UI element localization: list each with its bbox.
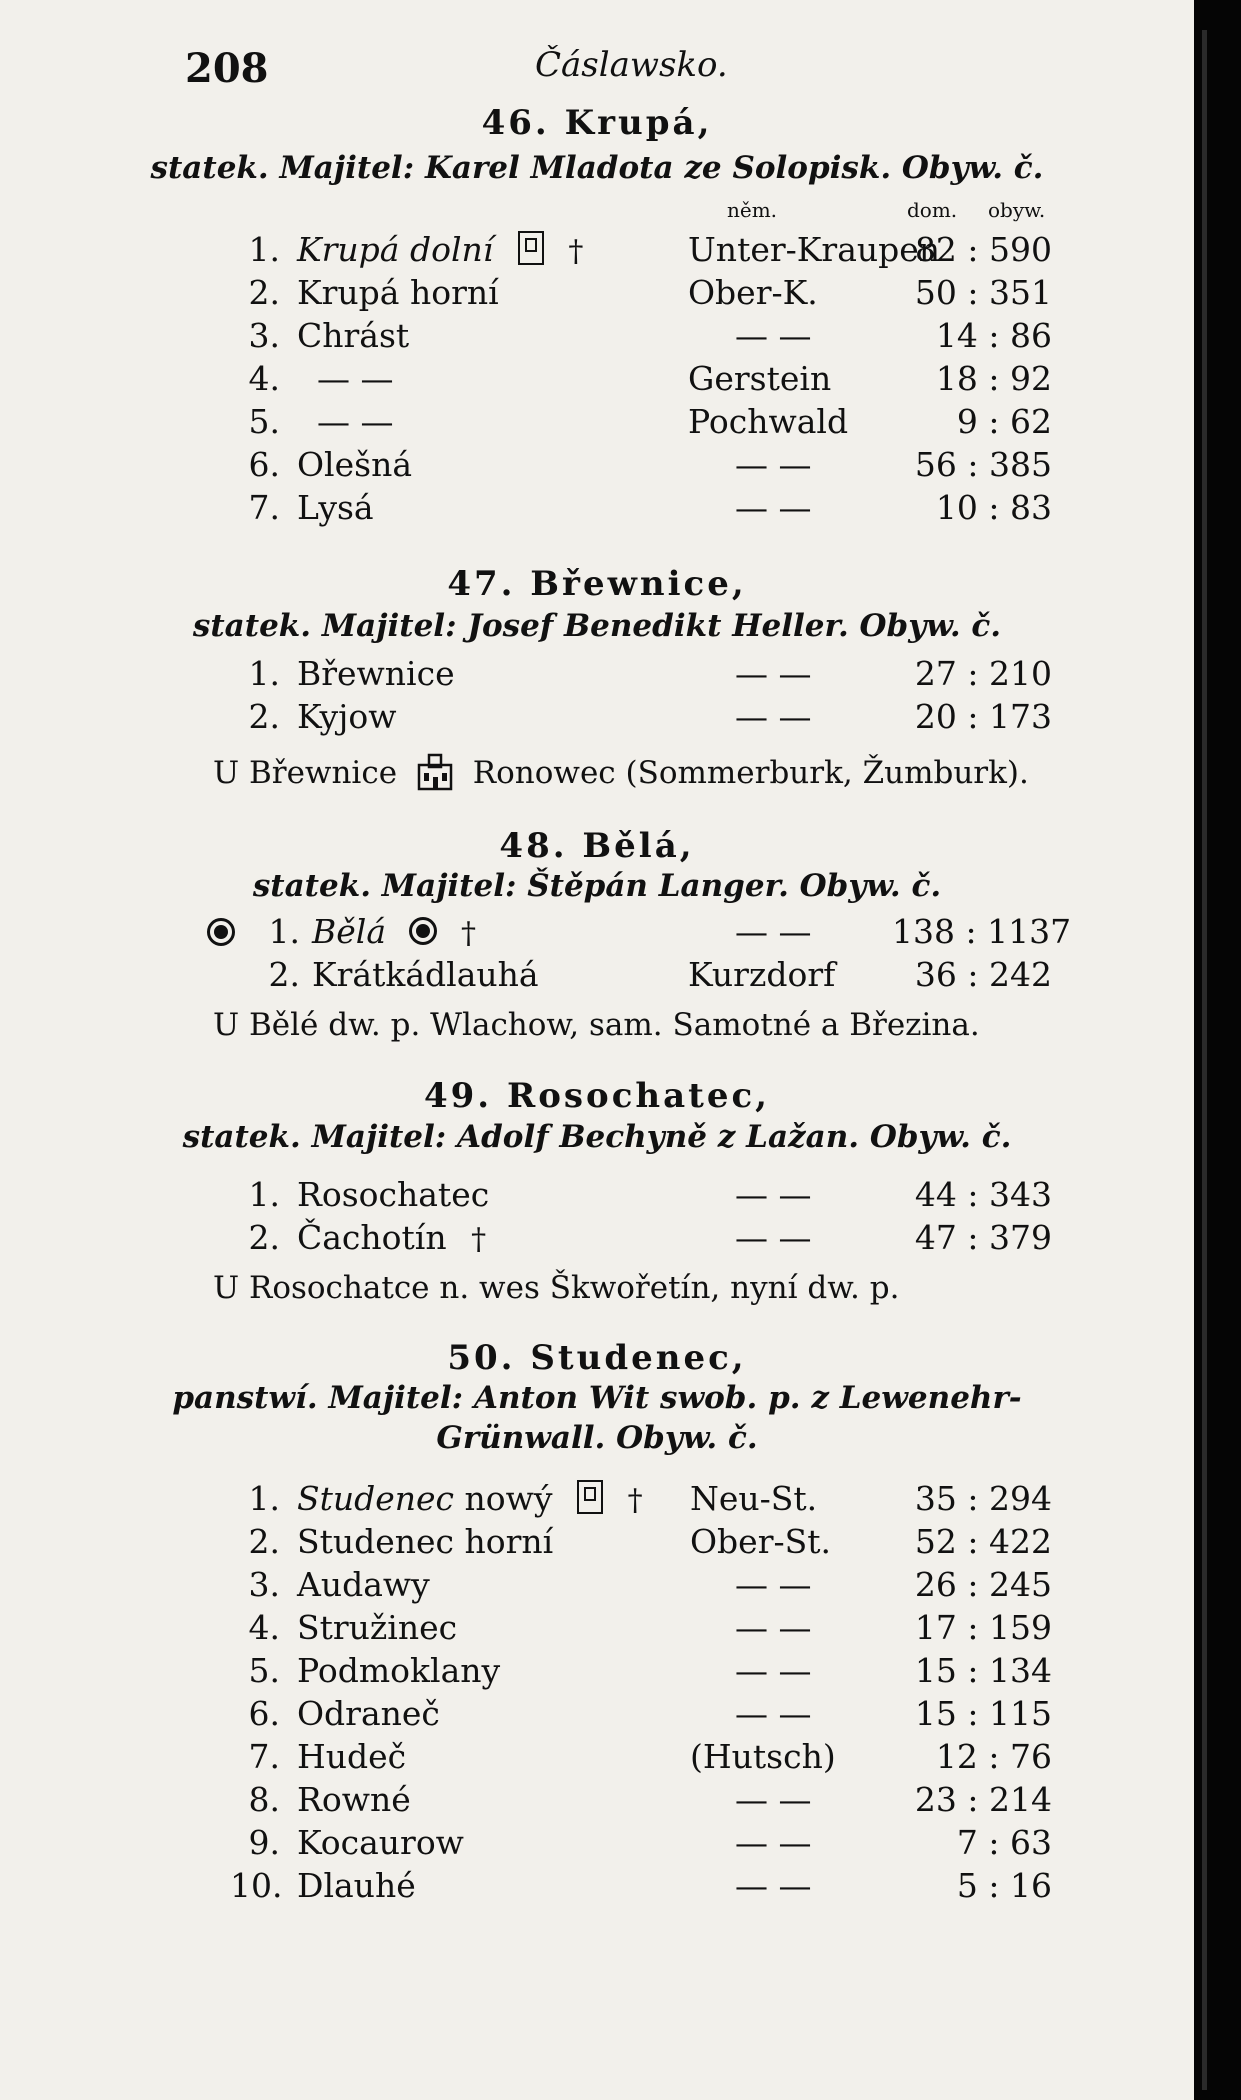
section-50-subheading-cont: Grünwall. Obyw. č. [436,1420,758,1456]
column-header-german: něm. [727,198,778,222]
row-number: 1. [248,654,280,693]
german-name: — — [735,697,812,736]
german-name: Ober-St. [690,1522,831,1561]
church-cross-icon: † [471,1222,487,1257]
houses-inhabitants: 47 : 379 [914,1218,1052,1257]
german-name: (Hutsch) [690,1737,836,1776]
row-number: 1. [248,1175,280,1214]
houses-inhabitants: 26 : 245 [914,1565,1052,1604]
church-cross-icon: † [568,234,584,269]
running-head: Čáslawsko. [535,45,728,85]
place-name: Studenec nowý † [297,1479,643,1518]
church-cross-icon: † [627,1483,643,1518]
german-name: — — [735,1565,812,1604]
row-number: 2. [248,697,280,736]
row-number: 3. [248,316,280,355]
row-number: 6. [248,445,280,484]
place-name: Studenec horní [297,1522,554,1561]
place-name: Olešná [297,445,413,484]
row-number: 8. [248,1780,280,1819]
houses-inhabitants: 7 : 63 [956,1823,1052,1862]
section-46-subheading: statek. Majitel: Karel Mladota ze Solopisk. Obyw. č. [150,150,1044,186]
row-number: 6. [248,1694,280,1733]
place-name: Krupá dolní † [297,230,584,269]
houses-inhabitants: 138 : 1137 [892,912,1072,951]
section-49-subheading: statek. Majitel: Adolf Bechyně z Lažan. Obyw. č. [182,1119,1012,1155]
row-number: 5. [248,402,280,441]
section-47-subheading: statek. Majitel: Josef Benedikt Heller. Obyw. č. [192,608,1002,644]
houses-inhabitants: 12 : 76 [935,1737,1052,1776]
row-number: 1. [248,1479,280,1518]
place-name: Kyjow [297,697,397,736]
place-name: Rosochatec [297,1175,490,1214]
german-name: — — [735,654,812,693]
german-name: Neu-St. [690,1479,818,1518]
german-name: — — [735,1866,812,1905]
place-name: Rowné [297,1780,411,1819]
castle-icon [415,751,455,791]
row-number: 9. [248,1823,280,1862]
row-number: 1. [268,912,300,951]
houses-inhabitants: 50 : 351 [914,273,1052,312]
houses-inhabitants: 5 : 16 [956,1866,1052,1905]
houses-inhabitants: 20 : 173 [914,697,1052,736]
place-name: Čachotín † [297,1218,487,1257]
houses-inhabitants: 82 : 590 [914,230,1052,269]
place-name: Kocaurow [297,1823,464,1862]
german-name: — — [735,1175,812,1214]
row-number: 3. [248,1565,280,1604]
houses-inhabitants: 14 : 86 [935,316,1052,355]
german-name: — — [735,1218,812,1257]
church-cross-icon: † [461,916,477,951]
german-name: Unter-Kraupen [688,230,941,269]
place-name: Hudeč [297,1737,407,1776]
houses-inhabitants: 18 : 92 [935,359,1052,398]
houses-inhabitants: 9 : 62 [956,402,1052,441]
row-number: 4. [248,1608,280,1647]
houses-inhabitants: 36 : 242 [914,955,1052,994]
row-number: 2. [248,1522,280,1561]
place-name: Bělá † [312,912,477,951]
place-name: Lysá [297,488,374,527]
town-marker-icon [409,917,437,945]
place-name: — — [317,402,394,441]
section-47-note: U Břewnice Ronowec (Sommerburk, Žumburk). [213,751,1029,791]
houses-inhabitants: 56 : 385 [914,445,1052,484]
houses-inhabitants: 23 : 214 [914,1780,1052,1819]
section-49-heading: 49. Rosochatec, [423,1076,771,1116]
place-name: Břewnice [297,654,455,693]
row-number: 7. [248,488,280,527]
column-header-people: obyw. [988,198,1046,222]
section-46-heading: 46. Krupá, [481,103,713,143]
row-number: 4. [248,359,280,398]
place-name: Krátkádlauhá [312,955,539,994]
german-name: Pochwald [688,402,849,441]
castle-tower-icon [518,231,544,265]
german-name: — — [735,1694,812,1733]
place-name: Podmoklany [297,1651,501,1690]
houses-inhabitants: 52 : 422 [914,1522,1052,1561]
row-number: 2. [248,1218,280,1257]
castle-tower-icon [577,1480,603,1514]
german-name: — — [735,1823,812,1862]
row-number: 2. [248,273,280,312]
place-name: Odraneč [297,1694,440,1733]
houses-inhabitants: 10 : 83 [935,488,1052,527]
row-number: 7. [248,1737,280,1776]
german-name: — — [735,1608,812,1647]
column-header-houses: dom. [907,198,958,222]
german-name: — — [735,912,812,951]
houses-inhabitants: 27 : 210 [914,654,1052,693]
place-name: Audawy [297,1565,430,1604]
section-50-subheading: panstwí. Majitel: Anton Wit swob. p. z Lewenehr- [172,1380,1022,1416]
german-name: Ober-K. [688,273,818,312]
page-number: 208 [185,45,269,92]
place-name: Dlauhé [297,1866,416,1905]
german-name: Kurzdorf [688,955,836,994]
houses-inhabitants: 15 : 134 [914,1651,1052,1690]
row-number: 5. [248,1651,280,1690]
houses-inhabitants: 44 : 343 [914,1175,1052,1214]
german-name: — — [735,1780,812,1819]
section-50-heading: 50. Studenec, [447,1338,747,1378]
row-number: 10. [230,1866,283,1905]
section-48-note: U Bělé dw. p. Wlachow, sam. Samotné a Březina. [213,1007,980,1043]
row-number: 2. [268,955,300,994]
town-marker-icon [207,918,235,948]
houses-inhabitants: 35 : 294 [914,1479,1052,1518]
houses-inhabitants: 15 : 115 [914,1694,1052,1733]
section-47-heading: 47. Břewnice, [447,564,747,604]
section-48-subheading: statek. Majitel: Štěpán Langer. Obyw. č. [252,868,942,904]
place-name: Krupá horní [297,273,499,312]
page-edge-shadow [1194,0,1241,2100]
place-name: Chrást [297,316,410,355]
row-number: 1. [248,230,280,269]
german-name: — — [735,1651,812,1690]
german-name: Gerstein [688,359,832,398]
place-name: Stružinec [297,1608,458,1647]
german-name: — — [735,445,812,484]
houses-inhabitants: 17 : 159 [914,1608,1052,1647]
section-48-heading: 48. Bělá, [499,826,695,866]
place-name: — — [317,359,394,398]
german-name: — — [735,488,812,527]
section-49-note: U Rosochatce n. wes Škwořetín, nyní dw. p. [213,1270,900,1306]
german-name: — — [735,316,812,355]
